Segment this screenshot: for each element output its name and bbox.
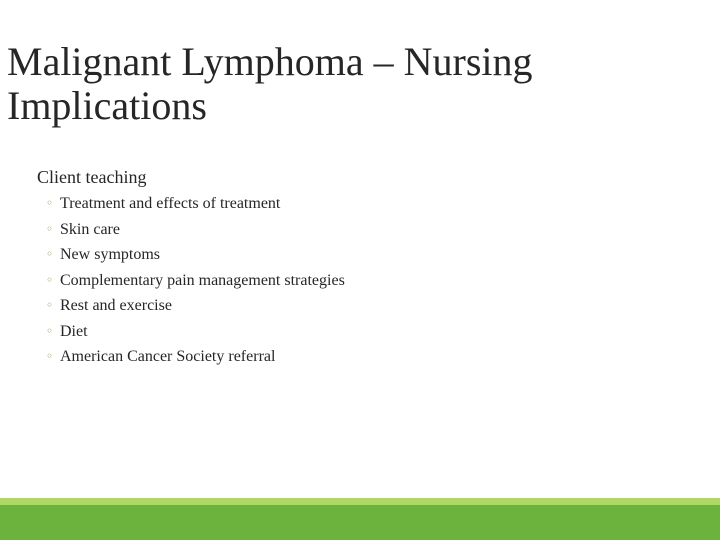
bullet-icon: ◦ [46, 349, 54, 363]
footer-bar [0, 505, 720, 540]
slide-body [37, 165, 697, 370]
list-item [37, 217, 697, 243]
list-item [37, 242, 697, 268]
bullet-icon: ◦ [46, 272, 54, 287]
list-item-text: Treatment and effects of treatment [60, 195, 281, 212]
list-item-text: American Cancer Society referral [60, 348, 276, 365]
list-item [37, 293, 697, 319]
list-item [37, 344, 697, 370]
bullet-icon: ◦ [46, 247, 54, 261]
bullet-list [37, 191, 697, 370]
list-item-text: Complementary pain management strategies [60, 271, 345, 289]
list-item [37, 191, 697, 217]
list-item-text: Diet [60, 322, 88, 340]
bullet-icon: ◦ [46, 221, 54, 236]
list-item-text: New symptoms [60, 246, 160, 263]
section-heading: Client teaching [37, 167, 147, 187]
list-item-text: Rest and exercise [60, 297, 172, 314]
list-item [37, 268, 697, 294]
footer-accent-bar [0, 498, 720, 505]
bullet-icon: ◦ [46, 196, 54, 210]
list-item [37, 319, 697, 345]
list-item-text: Skin care [60, 220, 120, 238]
bullet-icon: ◦ [46, 298, 54, 312]
slide-title: Malignant Lymphoma – Nursing Implications [7, 39, 533, 128]
bullet-icon: ◦ [46, 323, 54, 338]
